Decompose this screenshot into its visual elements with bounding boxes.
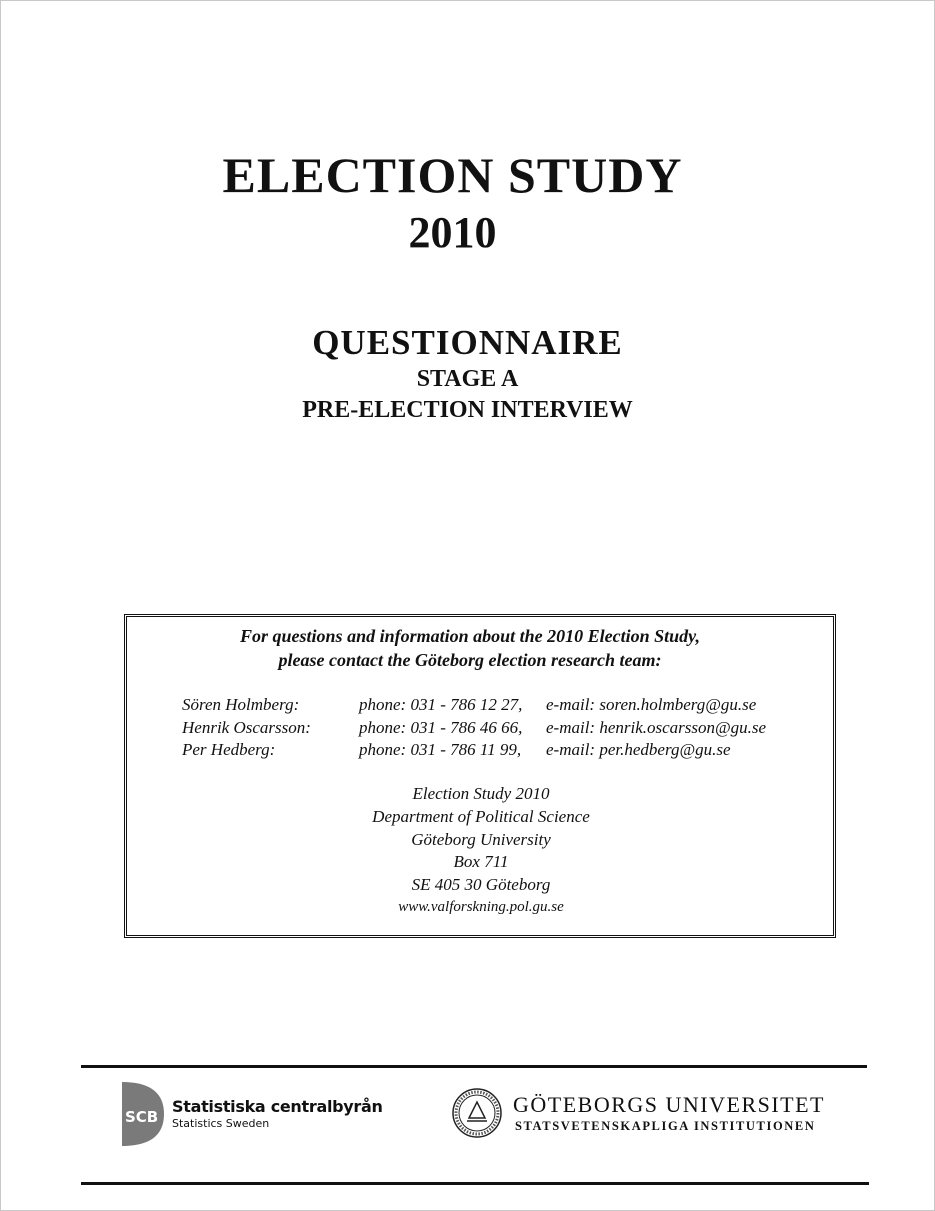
address-line: Election Study 2010	[412, 784, 550, 803]
interview-heading: PRE-ELECTION INTERVIEW	[302, 397, 633, 423]
scb-logo-icon	[122, 1082, 164, 1146]
contact-name: Per Hedberg:	[182, 740, 276, 759]
questionnaire-heading: QUESTIONNAIRE	[312, 323, 623, 362]
university-seal-icon	[452, 1088, 502, 1138]
contact-name: Henrik Oscarsson:	[182, 718, 311, 737]
stage-heading: STAGE A	[416, 366, 519, 392]
address-line: Göteborg University	[411, 830, 551, 849]
university-name: GÖTEBORGS UNIVERSITET	[513, 1092, 825, 1117]
document-title: ELECTION STUDY	[222, 147, 683, 203]
contact-phone: phone: 031 - 786 11 99,	[359, 740, 522, 759]
scb-subname: Statistics Sweden	[172, 1117, 270, 1130]
contact-name: Sören Holmberg:	[182, 695, 300, 714]
scb-logo-text: SCB	[125, 1108, 159, 1126]
footer-divider-bottom	[81, 1182, 869, 1185]
address-line: Box 711	[453, 852, 509, 871]
scb-name: Statistiska centralbyrån	[172, 1097, 383, 1116]
contact-email: e-mail: soren.holmberg@gu.se	[546, 695, 757, 714]
contact-intro-line-2: please contact the Göteborg election research team:	[278, 650, 662, 670]
contact-intro-line-1: For questions and information about the 2010 Election Study,	[240, 626, 700, 646]
address-line: Department of Political Science	[372, 807, 590, 826]
contact-phone: phone: 031 - 786 46 66,	[359, 718, 523, 737]
contact-email: e-mail: henrik.oscarsson@gu.se	[546, 718, 767, 737]
document-year: 2010	[408, 208, 497, 257]
footer-divider-top	[81, 1065, 867, 1068]
contact-phone: phone: 031 - 786 12 27,	[359, 695, 523, 714]
contact-box	[124, 614, 836, 938]
website-link[interactable]: www.valforskning.pol.gu.se	[398, 899, 564, 915]
department-name: STATSVETENSKAPLIGA INSTITUTIONEN	[515, 1119, 816, 1133]
contact-email: e-mail: per.hedberg@gu.se	[546, 740, 731, 759]
address-line: SE 405 30 Göteborg	[411, 875, 551, 894]
